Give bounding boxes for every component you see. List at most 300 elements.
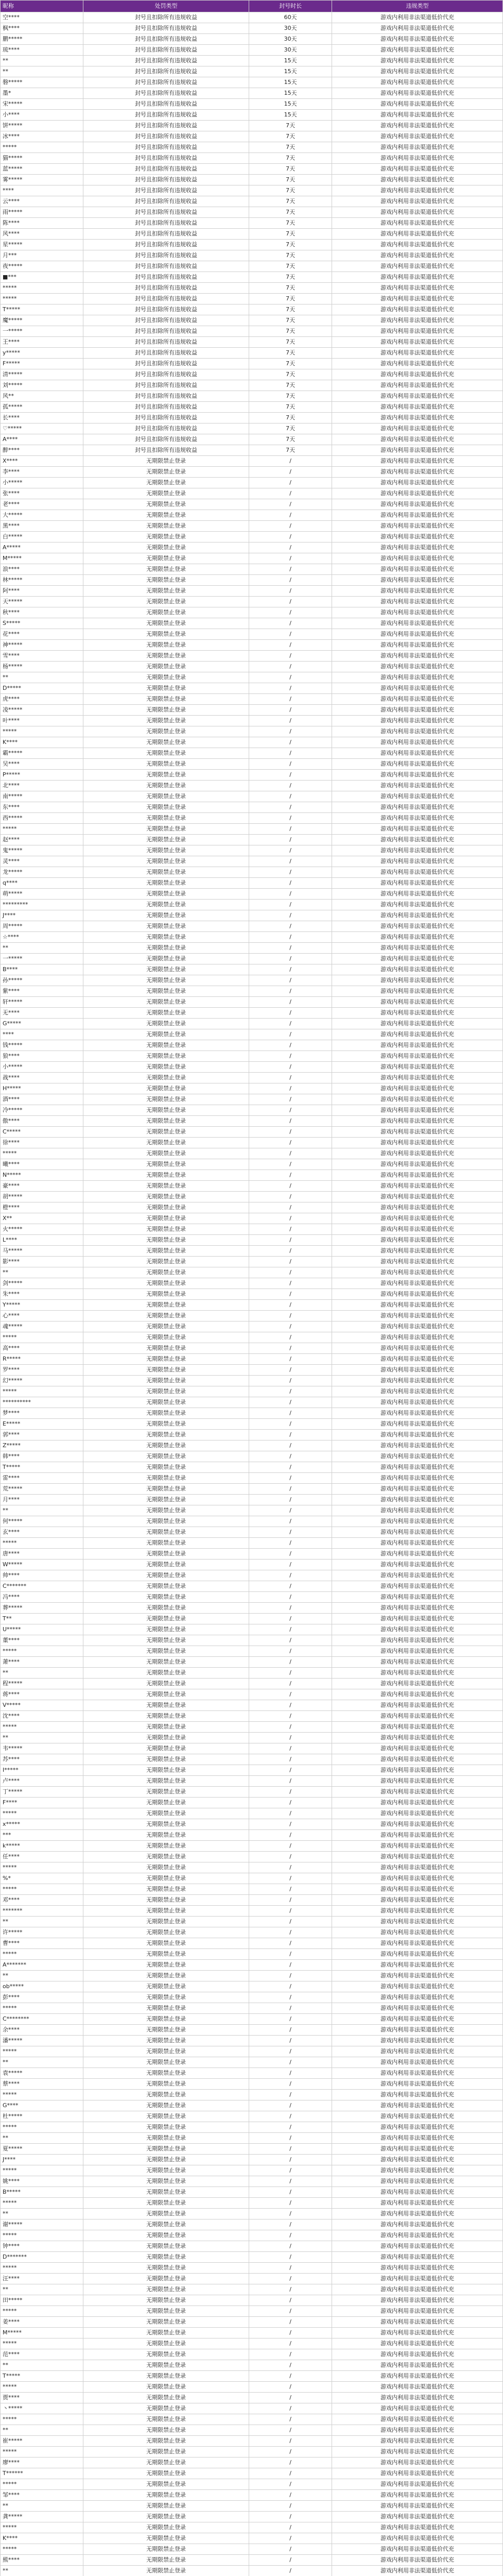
cell-ban-duration: / [249, 597, 332, 607]
cell-violation-type: 游戏内利用非法渠道低价代充 [332, 315, 503, 326]
cell-nickname: ***** [1, 2165, 83, 2176]
cell-penalty-type: 无期限禁止登录 [83, 2014, 249, 2025]
cell-nickname: ***** [1, 2447, 83, 2458]
cell-penalty-type: 无期限禁止登录 [83, 2100, 249, 2111]
cell-ban-duration: / [249, 1311, 332, 1321]
cell-penalty-type: 无期限禁止登录 [83, 1419, 249, 1430]
table-row [1, 45, 503, 56]
cell-violation-type: 游戏内利用非法渠道低价代充 [332, 272, 503, 283]
table-row [1, 2501, 503, 2512]
cell-violation-type: 游戏内利用非法渠道低价代充 [332, 2100, 503, 2111]
cell-penalty-type: 封号且扣除所有违规收益 [83, 413, 249, 423]
cell-ban-duration: / [249, 2198, 332, 2209]
cell-penalty-type: 封号且扣除所有违规收益 [83, 250, 249, 261]
cell-penalty-type: 无期限禁止登录 [83, 1657, 249, 1668]
table-row [1, 1906, 503, 1917]
table-row [1, 1852, 503, 1862]
cell-ban-duration: / [249, 1365, 332, 1376]
table-row [1, 1581, 503, 1592]
cell-penalty-type: 无期限禁止登录 [83, 705, 249, 716]
cell-penalty-type: 无期限禁止登录 [83, 716, 249, 726]
cell-penalty-type: 无期限禁止登录 [83, 1808, 249, 1819]
table-row [1, 467, 503, 478]
cell-violation-type: 游戏内利用非法渠道低价代充 [332, 413, 503, 423]
cell-violation-type: 游戏内利用非法渠道低价代充 [332, 1224, 503, 1235]
table-row [1, 348, 503, 359]
table-row [1, 1787, 503, 1798]
cell-penalty-type: 无期限禁止登录 [83, 1148, 249, 1159]
table-row [1, 2284, 503, 2295]
cell-ban-duration: / [249, 781, 332, 791]
cell-nickname: 何***** [1, 1516, 83, 1527]
cell-nickname: N***** [1, 1170, 83, 1181]
cell-penalty-type: 封号且扣除所有违规收益 [83, 131, 249, 142]
cell-nickname: 袁***** [1, 2068, 83, 2079]
cell-violation-type: 游戏内利用非法渠道低价代充 [332, 2209, 503, 2219]
cell-ban-duration: / [249, 1073, 332, 1083]
table-row [1, 1073, 503, 1083]
cell-ban-duration: / [249, 1051, 332, 1062]
table-row [1, 835, 503, 845]
cell-violation-type: 游戏内利用非法渠道低价代充 [332, 326, 503, 337]
cell-penalty-type: 无期限禁止登录 [83, 1722, 249, 1733]
cell-ban-duration: / [249, 900, 332, 910]
table-row [1, 813, 503, 824]
cell-nickname: 高**** [1, 1343, 83, 1354]
table-row [1, 1614, 503, 1624]
cell-ban-duration: / [249, 1635, 332, 1646]
cell-ban-duration: / [249, 1624, 332, 1635]
cell-violation-type: 游戏内利用非法渠道低价代充 [332, 1311, 503, 1321]
cell-nickname: ***** [1, 2046, 83, 2057]
cell-penalty-type: 无期限禁止登录 [83, 1560, 249, 1570]
table-row [1, 2447, 503, 2458]
cell-violation-type: 游戏内利用非法渠道低价代充 [332, 2338, 503, 2349]
cell-ban-duration: / [249, 2306, 332, 2317]
cell-penalty-type: 无期限禁止登录 [83, 1332, 249, 1343]
table-row [1, 1862, 503, 1873]
cell-nickname: ** [1, 1917, 83, 1927]
cell-ban-duration: / [249, 2566, 332, 2576]
cell-ban-duration: / [249, 640, 332, 651]
table-row [1, 1257, 503, 1267]
cell-ban-duration: / [249, 1224, 332, 1235]
cell-nickname: ** [1, 2425, 83, 2436]
table-row [1, 975, 503, 986]
cell-nickname: y***** [1, 348, 83, 359]
cell-penalty-type: 无期限禁止登录 [83, 1938, 249, 1949]
table-row [1, 2458, 503, 2468]
cell-penalty-type: 无期限禁止登录 [83, 1873, 249, 1884]
cell-violation-type: 游戏内利用非法渠道低价代充 [332, 2522, 503, 2533]
cell-penalty-type: 无期限禁止登录 [83, 2566, 249, 2576]
cell-violation-type: 游戏内利用非法渠道低价代充 [332, 2490, 503, 2501]
table-row [1, 2522, 503, 2533]
cell-violation-type: 游戏内利用非法渠道低价代充 [332, 45, 503, 56]
cell-violation-type: 游戏内利用非法渠道低价代充 [332, 1581, 503, 1592]
cell-ban-duration: / [249, 737, 332, 748]
cell-penalty-type: 无期限禁止登录 [83, 1397, 249, 1408]
cell-penalty-type: 无期限禁止登录 [83, 2036, 249, 2046]
cell-ban-duration: 7天 [249, 402, 332, 413]
cell-nickname: 雾***** [1, 175, 83, 185]
table-row [1, 2252, 503, 2263]
cell-violation-type: 游戏内利用非法渠道低价代充 [332, 1743, 503, 1754]
cell-nickname: 孤***** [1, 402, 83, 413]
cell-penalty-type: 无期限禁止登录 [83, 1116, 249, 1127]
cell-nickname: ***** [1, 1538, 83, 1549]
cell-ban-duration: / [249, 997, 332, 1008]
cell-penalty-type: 无期限禁止登录 [83, 1192, 249, 1202]
table-row [1, 2144, 503, 2155]
cell-nickname: 夏***** [1, 2144, 83, 2155]
cell-violation-type: 游戏内利用非法渠道低价代充 [332, 1148, 503, 1159]
cell-ban-duration: / [249, 2479, 332, 2490]
cell-ban-duration: / [249, 2111, 332, 2122]
table-row [1, 2187, 503, 2198]
cell-penalty-type: 无期限禁止登录 [83, 2414, 249, 2425]
cell-nickname: ** [1, 1971, 83, 1981]
cell-nickname: 李**** [1, 467, 83, 478]
cell-ban-duration: / [249, 1148, 332, 1159]
cell-violation-type: 游戏内利用非法渠道低价代充 [332, 2414, 503, 2425]
table-row [1, 2479, 503, 2490]
cell-ban-duration: 7天 [249, 391, 332, 402]
cell-violation-type: 游戏内利用非法渠道低价代充 [332, 2025, 503, 2036]
cell-nickname: ** [1, 1668, 83, 1679]
cell-ban-duration: / [249, 964, 332, 975]
cell-violation-type: 游戏内利用非法渠道低价代充 [332, 1192, 503, 1202]
table-row [1, 380, 503, 391]
table-row [1, 802, 503, 813]
cell-ban-duration: / [249, 1841, 332, 1852]
table-row [1, 510, 503, 521]
cell-ban-duration: 7天 [249, 142, 332, 153]
cell-violation-type: 游戏内利用非法渠道低价代充 [332, 791, 503, 802]
cell-ban-duration: / [249, 2436, 332, 2447]
cell-violation-type: 游戏内利用非法渠道低价代充 [332, 142, 503, 153]
cell-penalty-type: 无期限禁止登录 [83, 2133, 249, 2144]
cell-ban-duration: / [249, 1451, 332, 1462]
table-row [1, 2263, 503, 2274]
cell-penalty-type: 封号且扣除所有违规收益 [83, 56, 249, 66]
cell-ban-duration: 15天 [249, 56, 332, 66]
table-row [1, 2025, 503, 2036]
table-row [1, 759, 503, 770]
cell-violation-type: 游戏内利用非法渠道低价代充 [332, 1083, 503, 1094]
cell-nickname: 云**** [1, 196, 83, 207]
cell-nickname: 汪**** [1, 2274, 83, 2284]
cell-ban-duration: 7天 [249, 445, 332, 456]
cell-violation-type: 游戏内利用非法渠道低价代充 [332, 1267, 503, 1278]
cell-violation-type: 游戏内利用非法渠道低价代充 [332, 802, 503, 813]
cell-penalty-type: 无期限禁止登录 [83, 2155, 249, 2165]
cell-penalty-type: 封号且扣除所有违规收益 [83, 66, 249, 77]
cell-ban-duration: 7天 [249, 434, 332, 445]
table-row [1, 1213, 503, 1224]
cell-nickname: ♡***** [1, 423, 83, 434]
cell-nickname: 夜***** [1, 261, 83, 272]
cell-penalty-type: 无期限禁止登录 [83, 1776, 249, 1787]
cell-ban-duration: / [249, 1570, 332, 1581]
cell-nickname: 小***** [1, 1062, 83, 1073]
cell-penalty-type: 封号且扣除所有违规收益 [83, 153, 249, 164]
cell-violation-type: 游戏内利用非法渠道低价代充 [332, 2371, 503, 2382]
cell-ban-duration: 7天 [249, 196, 332, 207]
cell-penalty-type: 无期限禁止登录 [83, 1787, 249, 1798]
table-row [1, 1300, 503, 1311]
cell-violation-type: 游戏内利用非法渠道低价代充 [332, 34, 503, 45]
cell-penalty-type: 无期限禁止登录 [83, 2122, 249, 2133]
cell-penalty-type: 封号且扣除所有违规收益 [83, 402, 249, 413]
cell-penalty-type: 无期限禁止登录 [83, 2544, 249, 2555]
cell-nickname: ***** [1, 1332, 83, 1343]
cell-ban-duration: 7天 [249, 326, 332, 337]
cell-penalty-type: 无期限禁止登录 [83, 2252, 249, 2263]
table-row [1, 1116, 503, 1127]
table-row [1, 337, 503, 348]
table-row [1, 99, 503, 110]
cell-violation-type: 游戏内利用非法渠道低价代充 [332, 1138, 503, 1148]
cell-violation-type: 游戏内利用非法渠道低价代充 [332, 2501, 503, 2512]
cell-nickname: ***** [1, 1862, 83, 1873]
cell-ban-duration: / [249, 1646, 332, 1657]
cell-penalty-type: 无期限禁止登录 [83, 683, 249, 694]
cell-penalty-type: 无期限禁止登录 [83, 2079, 249, 2090]
table-row [1, 1051, 503, 1062]
cell-violation-type: 游戏内利用非法渠道低价代充 [332, 488, 503, 499]
cell-violation-type: 游戏内利用非法渠道低价代充 [332, 2230, 503, 2241]
table-row [1, 1159, 503, 1170]
cell-violation-type: 游戏内利用非法渠道低价代充 [332, 1895, 503, 1906]
cell-violation-type: 游戏内利用非法渠道低价代充 [332, 1808, 503, 1819]
table-row [1, 597, 503, 607]
table-row [1, 434, 503, 445]
table-row [1, 2165, 503, 2176]
cell-violation-type: 游戏内利用非法渠道低价代充 [332, 867, 503, 878]
cell-ban-duration: / [249, 2100, 332, 2111]
cell-violation-type: 游戏内利用非法渠道低价代充 [332, 2036, 503, 2046]
cell-penalty-type: 无期限禁止登录 [83, 2295, 249, 2306]
cell-penalty-type: 无期限禁止登录 [83, 618, 249, 629]
cell-violation-type: 游戏内利用非法渠道低价代充 [332, 1257, 503, 1267]
table-row [1, 402, 503, 413]
cell-nickname: ***** [1, 2382, 83, 2393]
cell-ban-duration: / [249, 2414, 332, 2425]
cell-ban-duration: / [249, 1787, 332, 1798]
cell-nickname: 大***** [1, 510, 83, 521]
cell-violation-type: 游戏内利用非法渠道低价代充 [332, 2328, 503, 2338]
table-row [1, 2068, 503, 2079]
cell-ban-duration: / [249, 867, 332, 878]
cell-violation-type: 游戏内利用非法渠道低价代充 [332, 1376, 503, 1386]
cell-violation-type: 游戏内利用非法渠道低价代充 [332, 1094, 503, 1105]
cell-penalty-type: 无期限禁止登录 [83, 2090, 249, 2100]
table-row [1, 423, 503, 434]
cell-nickname: A******* [1, 1960, 83, 1971]
table-row [1, 326, 503, 337]
cell-nickname: ** [1, 2209, 83, 2219]
cell-ban-duration: / [249, 2393, 332, 2403]
cell-ban-duration: / [249, 2555, 332, 2566]
table-row [1, 1949, 503, 1960]
cell-penalty-type: 无期限禁止登录 [83, 2501, 249, 2512]
cell-ban-duration: / [249, 1581, 332, 1592]
cell-ban-duration: 7天 [249, 207, 332, 218]
cell-penalty-type: 无期限禁止登录 [83, 1981, 249, 1992]
cell-violation-type: 游戏内利用非法渠道低价代充 [332, 618, 503, 629]
cell-penalty-type: 无期限禁止登录 [83, 1300, 249, 1311]
table-row [1, 964, 503, 975]
cell-violation-type: 游戏内利用非法渠道低价代充 [332, 1960, 503, 1971]
column-header-violation-type: 违规类型 [332, 1, 503, 12]
cell-penalty-type: 无期限禁止登录 [83, 1235, 249, 1246]
cell-nickname: 韩**** [1, 1451, 83, 1462]
cell-penalty-type: 无期限禁止登录 [83, 2003, 249, 2014]
cell-violation-type: 游戏内利用非法渠道低价代充 [332, 2046, 503, 2057]
cell-violation-type: 游戏内利用非法渠道低价代充 [332, 456, 503, 467]
cell-ban-duration: / [249, 1289, 332, 1300]
cell-ban-duration: / [249, 1679, 332, 1689]
cell-violation-type: 游戏内利用非法渠道低价代充 [332, 1635, 503, 1646]
cell-penalty-type: 无期限禁止登录 [83, 943, 249, 954]
cell-ban-duration: / [249, 1765, 332, 1776]
table-row [1, 175, 503, 185]
cell-nickname: 玄**** [1, 1527, 83, 1538]
cell-violation-type: 游戏内利用非法渠道低价代充 [332, 1235, 503, 1246]
cell-ban-duration: / [249, 2209, 332, 2219]
cell-penalty-type: 无期限禁止登录 [83, 1527, 249, 1538]
cell-violation-type: 游戏内利用非法渠道低价代充 [332, 423, 503, 434]
cell-violation-type: 游戏内利用非法渠道低价代充 [332, 878, 503, 889]
cell-violation-type: 游戏内利用非法渠道低价代充 [332, 856, 503, 867]
cell-penalty-type: 无期限禁止登录 [83, 2306, 249, 2317]
cell-violation-type: 游戏内利用非法渠道低价代充 [332, 2057, 503, 2068]
cell-nickname: ***** [1, 2198, 83, 2209]
table-row [1, 2111, 503, 2122]
cell-nickname: 曹**** [1, 1938, 83, 1949]
cell-violation-type: 游戏内利用非法渠道低价代充 [332, 1419, 503, 1430]
table-row [1, 921, 503, 932]
cell-violation-type: 游戏内利用非法渠道低价代充 [332, 369, 503, 380]
cell-ban-duration: / [249, 2079, 332, 2090]
cell-violation-type: 游戏内利用非法渠道低价代充 [332, 553, 503, 564]
cell-penalty-type: 无期限禁止登录 [83, 1635, 249, 1646]
cell-nickname: ** [1, 2360, 83, 2371]
cell-ban-duration: 7天 [249, 229, 332, 240]
cell-violation-type: 游戏内利用非法渠道低价代充 [332, 1495, 503, 1505]
cell-ban-duration: / [249, 1603, 332, 1614]
cell-nickname: 橙**** [1, 1202, 83, 1213]
cell-ban-duration: / [249, 835, 332, 845]
cell-nickname: ***** [1, 2338, 83, 2349]
cell-penalty-type: 无期限禁止登录 [83, 1138, 249, 1148]
cell-penalty-type: 无期限禁止登录 [83, 770, 249, 781]
table-row [1, 586, 503, 597]
cell-penalty-type: 无期限禁止登录 [83, 2198, 249, 2209]
cell-nickname: 蒋**** [1, 1689, 83, 1700]
cell-penalty-type: 无期限禁止登录 [83, 1484, 249, 1495]
cell-violation-type: 游戏内利用非法渠道低价代充 [332, 1906, 503, 1917]
cell-penalty-type: 无期限禁止登录 [83, 975, 249, 986]
cell-ban-duration: / [249, 932, 332, 943]
cell-nickname: ** [1, 2501, 83, 2512]
cell-nickname: ** [1, 1505, 83, 1516]
cell-penalty-type: 无期限禁止登录 [83, 1029, 249, 1040]
cell-ban-duration: / [249, 2349, 332, 2360]
cell-ban-duration: / [249, 586, 332, 597]
cell-nickname: 魂***** [1, 1321, 83, 1332]
table-row [1, 2555, 503, 2566]
cell-violation-type: 游戏内利用非法渠道低价代充 [332, 2144, 503, 2155]
cell-penalty-type: 无期限禁止登录 [83, 2057, 249, 2068]
table-body [1, 12, 503, 2576]
table-row [1, 2209, 503, 2219]
cell-ban-duration: / [249, 1808, 332, 1819]
cell-nickname: ***** [1, 142, 83, 153]
cell-violation-type: 游戏内利用非法渠道低价代充 [332, 261, 503, 272]
cell-nickname: 心**** [1, 1311, 83, 1321]
cell-nickname: ***** [1, 294, 83, 304]
cell-ban-duration: / [249, 889, 332, 900]
table-row [1, 1062, 503, 1073]
cell-violation-type: 游戏内利用非法渠道低价代充 [332, 56, 503, 66]
cell-violation-type: 游戏内利用非法渠道低价代充 [332, 1798, 503, 1808]
cell-nickname: 鹏***** [1, 34, 83, 45]
table-row [1, 283, 503, 294]
cell-violation-type: 游戏内利用非法渠道低价代充 [332, 770, 503, 781]
table-row [1, 1516, 503, 1527]
cell-penalty-type: 无期限禁止登录 [83, 1430, 249, 1440]
table-row [1, 1971, 503, 1981]
cell-penalty-type: 封号且扣除所有违规收益 [83, 283, 249, 294]
cell-nickname: 王**** [1, 337, 83, 348]
cell-violation-type: 游戏内利用非法渠道低价代充 [332, 575, 503, 586]
cell-violation-type: 游戏内利用非法渠道低价代充 [332, 759, 503, 770]
cell-ban-duration: / [249, 2230, 332, 2241]
cell-violation-type: 游戏内利用非法渠道低价代充 [332, 1538, 503, 1549]
cell-nickname: 曦**** [1, 1159, 83, 1170]
table-row [1, 488, 503, 499]
cell-ban-duration: / [249, 824, 332, 835]
cell-ban-duration: / [249, 1743, 332, 1754]
cell-nickname: 孙***** [1, 975, 83, 986]
cell-ban-duration: / [249, 1484, 332, 1495]
cell-ban-duration: / [249, 921, 332, 932]
cell-penalty-type: 无期限禁止登录 [83, 1592, 249, 1603]
cell-violation-type: 游戏内利用非法渠道低价代充 [332, 1668, 503, 1679]
table-row [1, 1397, 503, 1408]
cell-penalty-type: 无期限禁止登录 [83, 867, 249, 878]
cell-ban-duration: / [249, 2468, 332, 2479]
cell-ban-duration: / [249, 975, 332, 986]
cell-penalty-type: 无期限禁止登录 [83, 2144, 249, 2155]
cell-violation-type: 游戏内利用非法渠道低价代充 [332, 2512, 503, 2522]
cell-nickname: 无**** [1, 1008, 83, 1019]
cell-penalty-type: 无期限禁止登录 [83, 835, 249, 845]
cell-violation-type: 游戏内利用非法渠道低价代充 [332, 564, 503, 575]
cell-violation-type: 游戏内利用非法渠道低价代充 [332, 1873, 503, 1884]
cell-penalty-type: 无期限禁止登录 [83, 1267, 249, 1278]
cell-violation-type: 游戏内利用非法渠道低价代充 [332, 12, 503, 23]
cell-violation-type: 游戏内利用非法渠道低价代充 [332, 2458, 503, 2468]
cell-nickname: 阿**** [1, 586, 83, 597]
cell-ban-duration: / [249, 1873, 332, 1884]
cell-penalty-type: 无期限禁止登录 [83, 1679, 249, 1689]
table-row [1, 34, 503, 45]
cell-violation-type: 游戏内利用非法渠道低价代充 [332, 1354, 503, 1365]
cell-violation-type: 游戏内利用非法渠道低价代充 [332, 110, 503, 121]
